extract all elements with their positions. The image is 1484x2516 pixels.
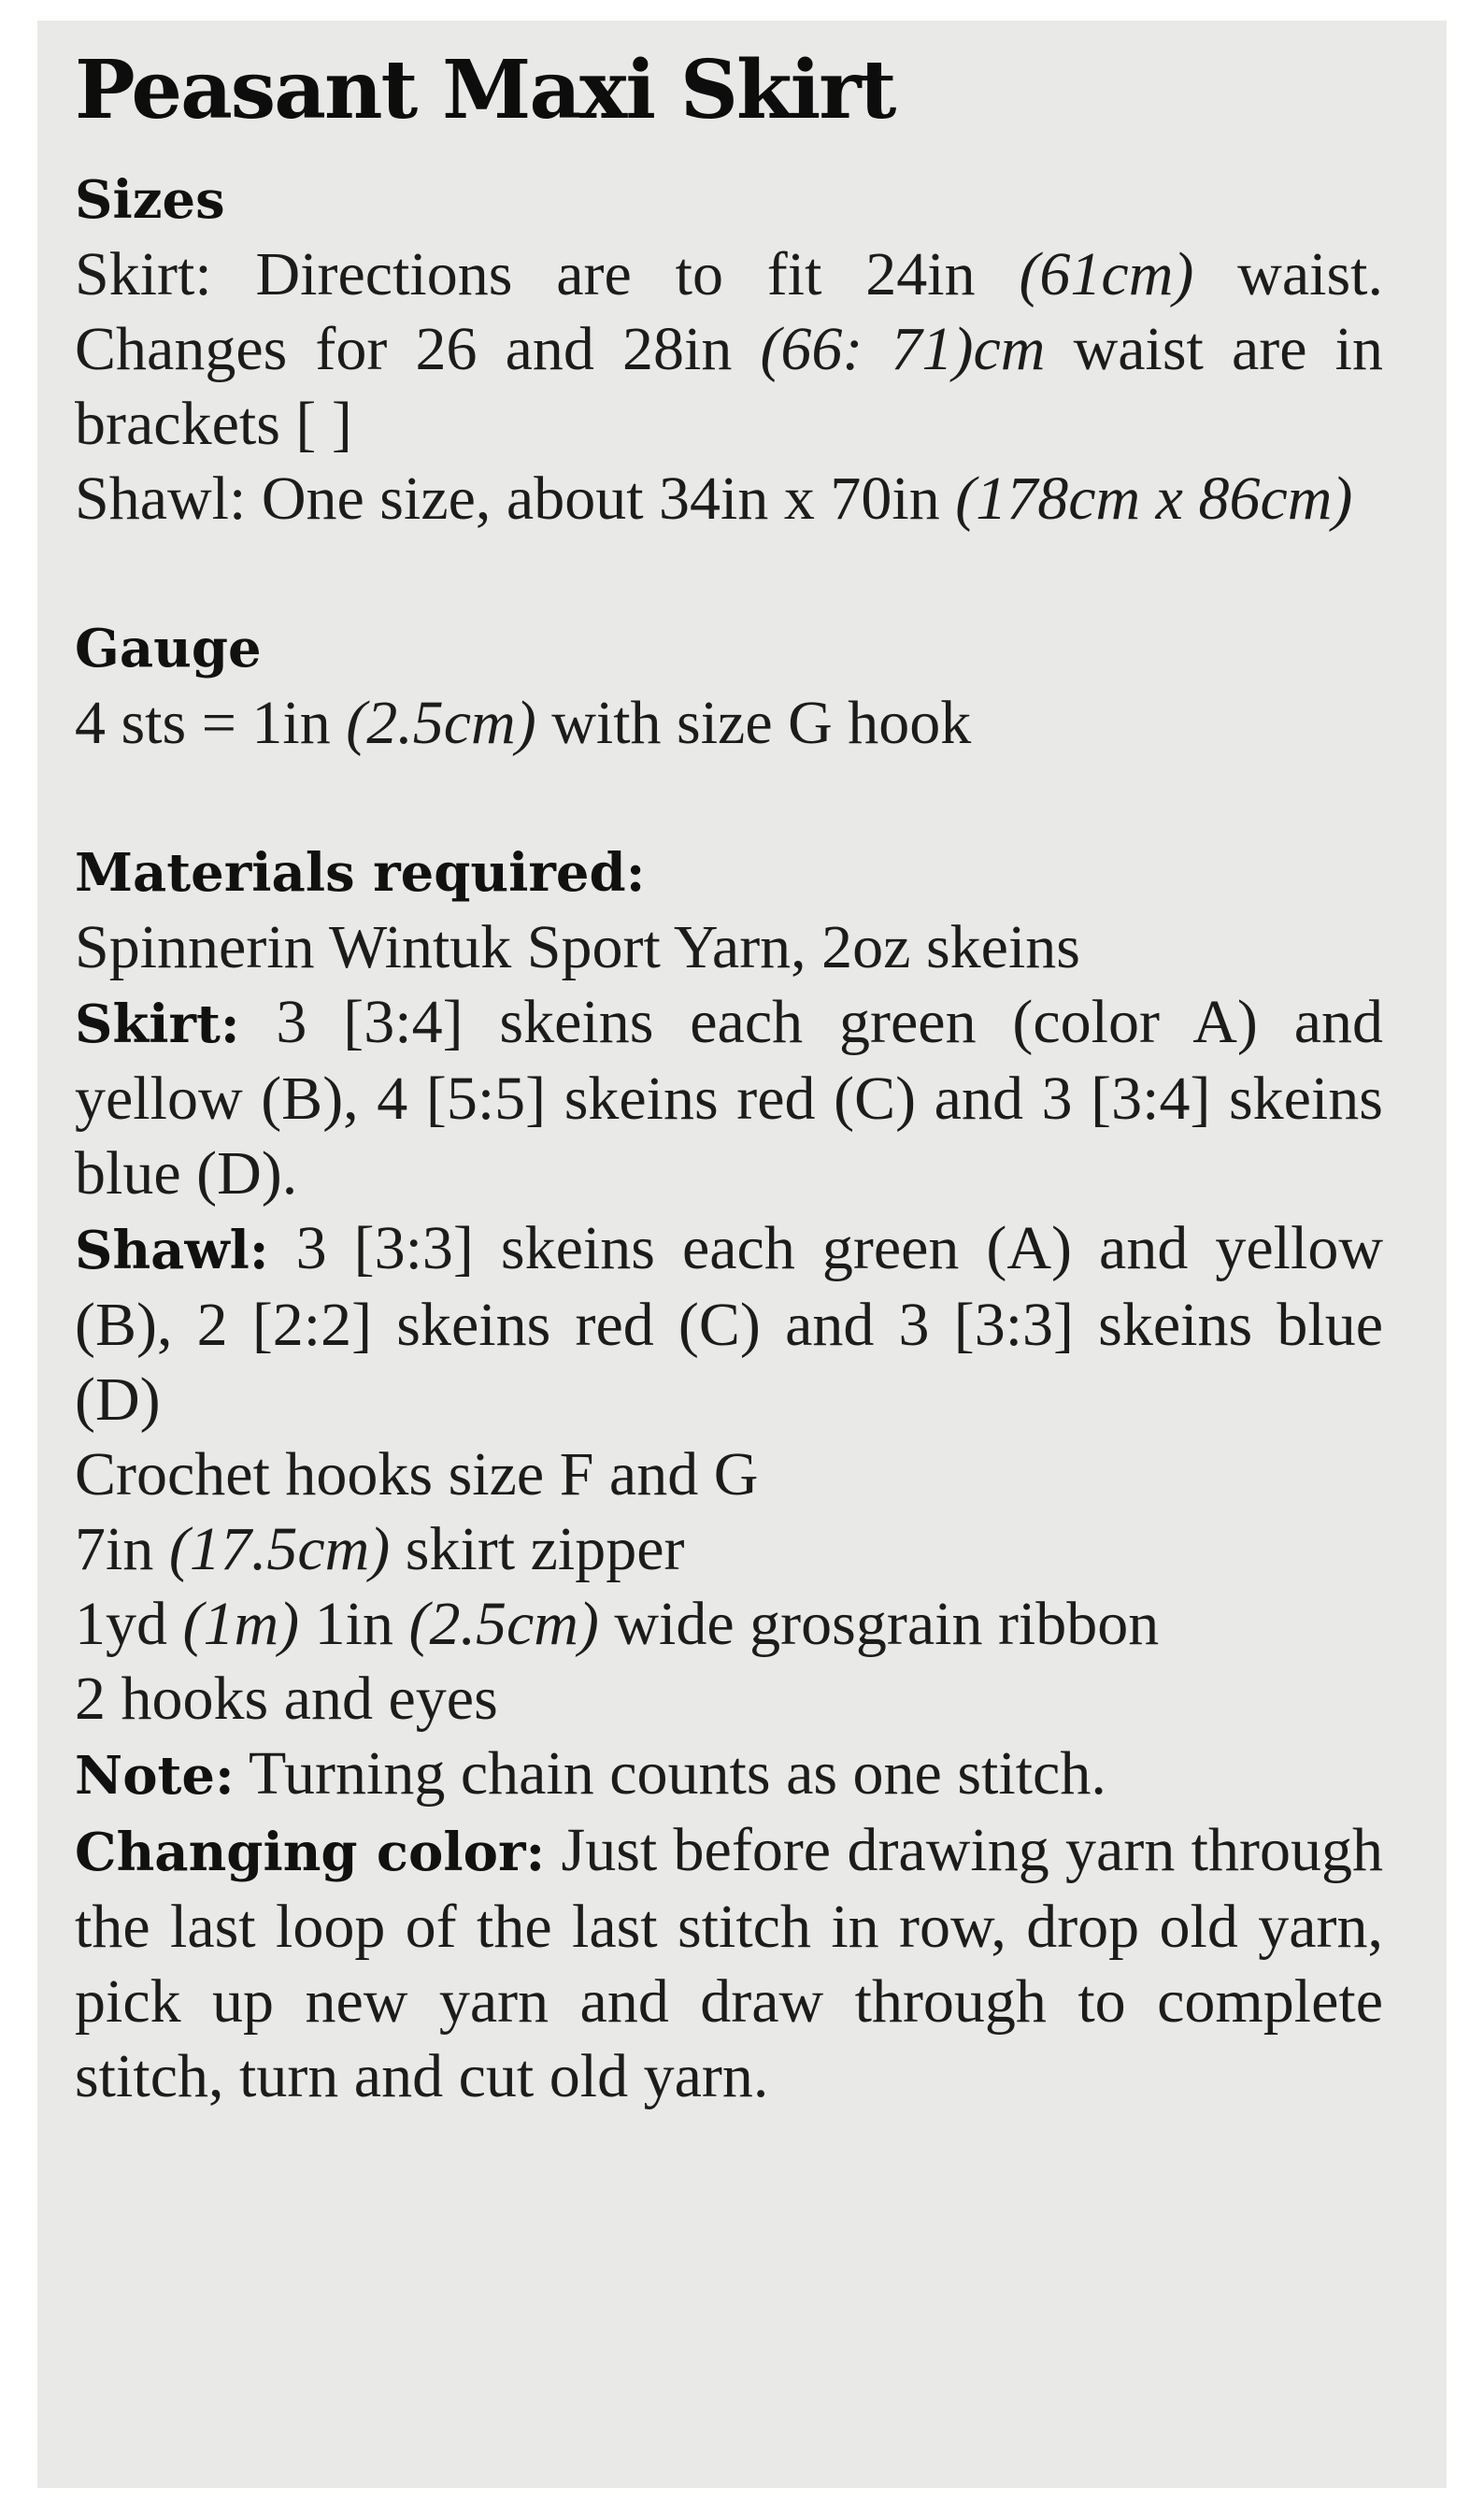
- materials-ribbon-m: (1m): [182, 1590, 300, 1658]
- materials-zipper-cm: (17.5cm): [168, 1515, 391, 1583]
- materials-ribbon-cm: (2.5cm): [408, 1590, 599, 1658]
- materials-heading: Materials required:: [75, 842, 646, 904]
- sizes-shawl-text: [75, 462, 1383, 536]
- materials-shawl-text: 3 [3:3] skeins each green (A) and yellow (B), 2 [2:2] skeins red (C) and 3 [3:3] skeins blue (D): [75, 1214, 1383, 1434]
- sizes-skirt-text-3: waist are in brackets [ ]: [75, 315, 1383, 458]
- spacer: [75, 536, 1383, 611]
- materials-shawl-label: Shawl:: [75, 1220, 269, 1281]
- materials-color-text: Just before drawing yarn through the last loop of the last stitch in row, drop old yarn, pick up new yarn and draw through to complete stitch, turn and cut old yarn.: [75, 1816, 1383, 2110]
- materials-changing-color: [75, 1813, 1383, 2114]
- gauge-text-1: 4 sts = 1in: [75, 689, 347, 757]
- pattern-content: [75, 39, 1383, 2114]
- materials-zipper: [75, 1512, 1383, 1587]
- sizes-skirt-cm-2: (66: 71)cm: [760, 315, 1046, 383]
- spacer: [75, 761, 1383, 836]
- sizes-shawl-cm: (178cm x 86cm): [955, 465, 1353, 533]
- sizes-shawl-text-1: Shawl: One size, about 34in x 70in: [75, 465, 956, 533]
- sizes-heading: Sizes: [75, 169, 225, 231]
- page-title: Peasant Maxi Skirt: [75, 43, 895, 137]
- materials-skirt: [75, 985, 1383, 1211]
- gauge-heading: Gauge: [75, 618, 262, 679]
- gauge-text-2: with size G hook: [535, 689, 972, 757]
- gauge-text: [75, 686, 1383, 761]
- materials-note: [75, 1737, 1383, 1813]
- materials-yarn: Spinnerin Wintuk Sport Yarn, 2oz skeins: [75, 913, 1080, 981]
- materials-ribbon: [75, 1587, 1383, 1662]
- materials-hooks-eyes: 2 hooks and eyes: [75, 1665, 498, 1733]
- sizes-skirt-cm-1: (61cm): [1019, 240, 1194, 308]
- materials-ribbon-3: wide grosgrain ribbon: [598, 1590, 1160, 1658]
- materials-note-label: Note:: [75, 1745, 235, 1807]
- materials-skirt-text: 3 [3:4] skeins each green (color A) and yellow (B), 4 [5:5] skeins red (C) and 3 [3:4] skeins blue (D).: [75, 988, 1383, 1208]
- materials-ribbon-1: 1yd: [75, 1590, 183, 1658]
- materials-color-label: Changing color:: [75, 1822, 546, 1883]
- gauge-cm: (2.5cm): [346, 689, 536, 757]
- materials-shawl: [75, 1211, 1383, 1437]
- sizes-skirt-text-1: Skirt: Directions are to fit 24in: [75, 240, 1020, 308]
- materials-ribbon-2: 1in: [299, 1590, 409, 1658]
- materials-zipper-2: skirt zipper: [390, 1515, 685, 1583]
- sizes-skirt-text: [75, 237, 1383, 462]
- materials-note-text: Turning chain counts as one stitch.: [234, 1739, 1106, 1808]
- materials-skirt-label: Skirt:: [75, 994, 240, 1055]
- materials-hooks: Crochet hooks size F and G: [75, 1440, 759, 1508]
- sizes-skirt-text-2: waist. Changes for 26 and 28in: [75, 240, 1383, 383]
- pattern-panel: [37, 21, 1447, 2488]
- materials-zipper-1: 7in: [75, 1515, 169, 1583]
